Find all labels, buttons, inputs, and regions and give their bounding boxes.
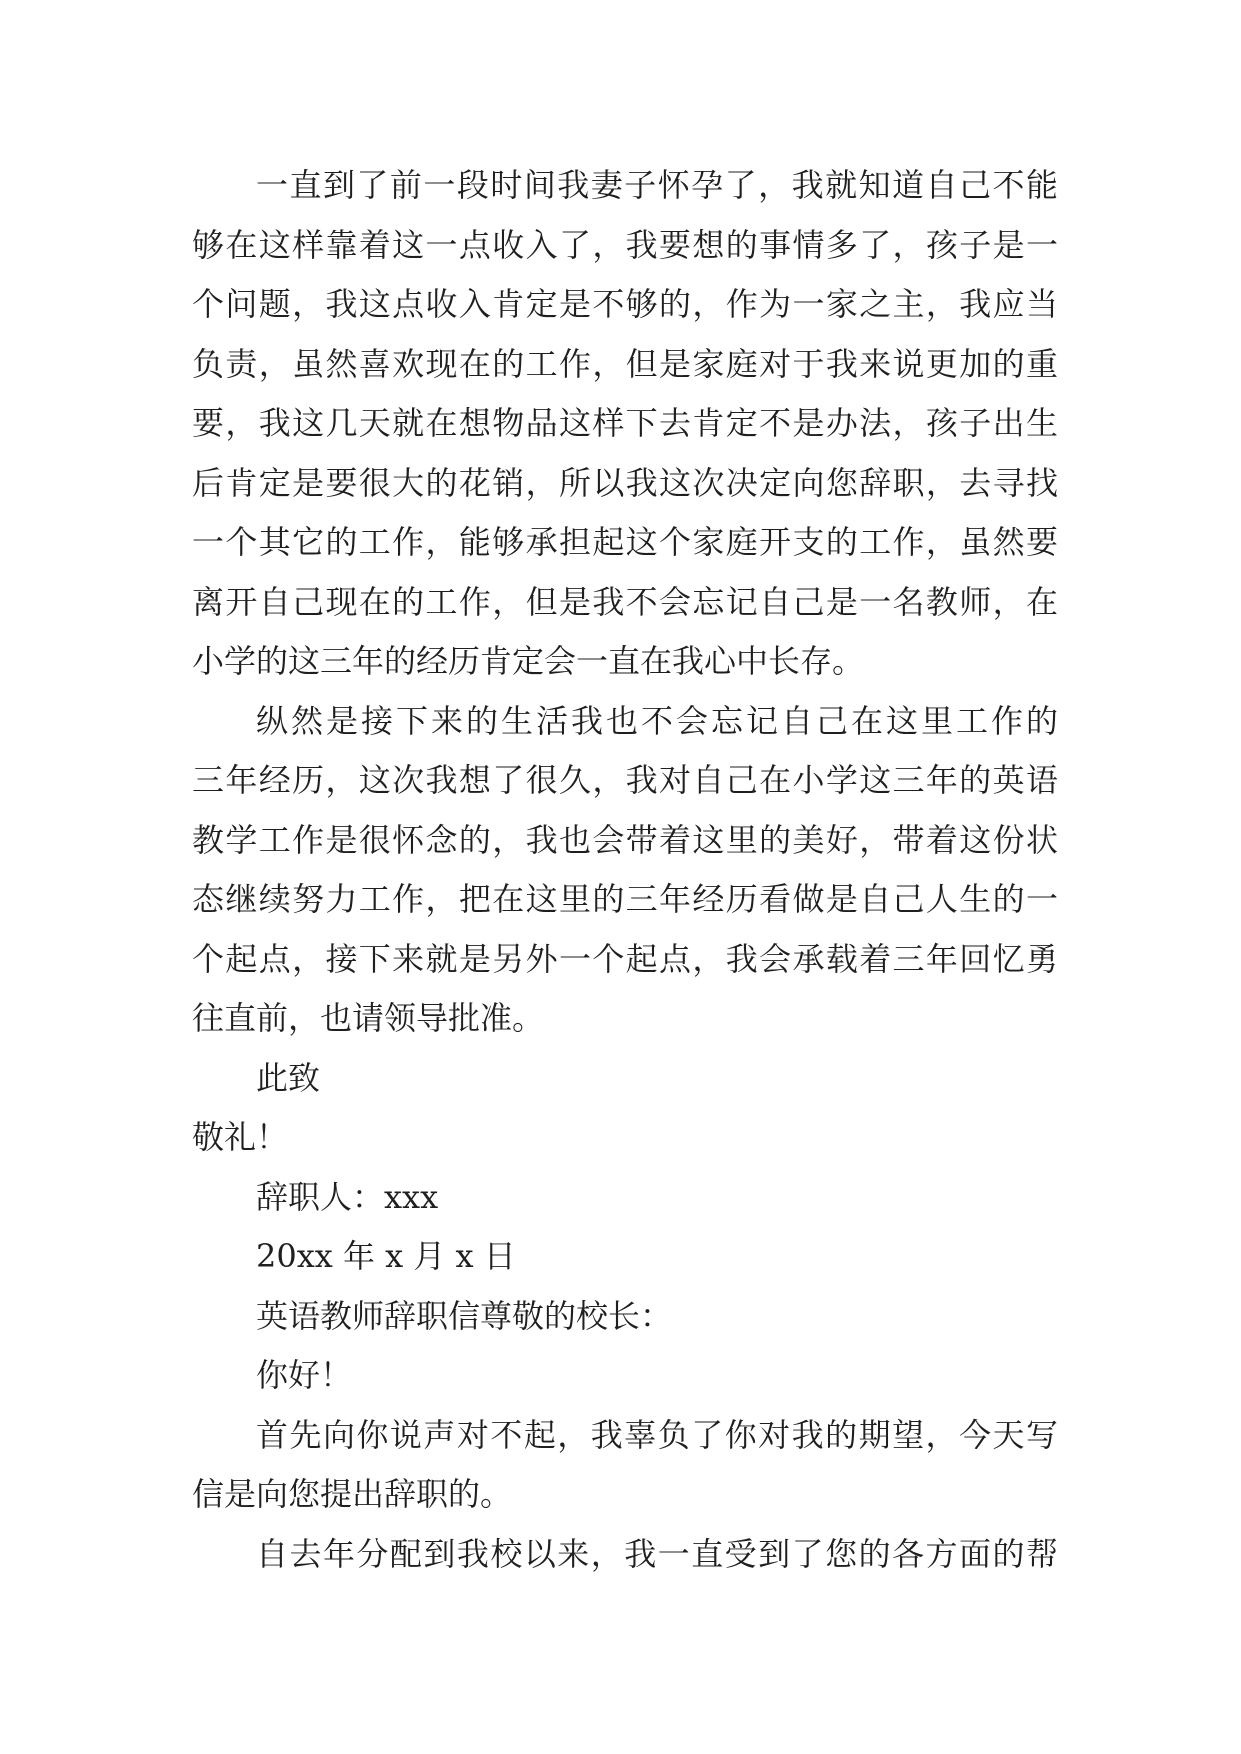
paragraph-line: 小学的这三年的经历肯定会一直在我心中长存。 <box>192 642 865 680</box>
paragraph-line: 三年经历，这次我想了很久，我对自己在小学这三年的英语 <box>192 761 1058 799</box>
paragraph-line: 一直到了前一段时间我妻子怀孕了，我就知道自己不能 <box>256 166 1058 204</box>
date-line: 20xx 年 x 月 x 日 <box>256 1237 516 1275</box>
salutation-closing: 敬礼！ <box>192 1118 289 1156</box>
letter-body <box>192 156 1058 1584</box>
paragraph-line: 自去年分配到我校以来，我一直受到了您的各方面的帮 <box>256 1534 1058 1573</box>
paragraph-line: 要，我这几天就在想物品这样下去肯定不是办法，孩子出生 <box>192 404 1058 442</box>
paragraph-line: 后肯定是要很大的花销，所以我这次决定向您辞职，去寻找 <box>192 463 1058 502</box>
paragraph-line: 往直前，也请领导批准。 <box>192 999 545 1037</box>
paragraph-line: 负责，虽然喜欢现在的工作，但是家庭对于我来说更加的重 <box>192 344 1058 383</box>
greeting: 你好！ <box>256 1356 353 1394</box>
closing-phrase: 此致 <box>256 1058 321 1097</box>
paragraph-line: 态继续努力工作，把在这里的三年经历看做是自己人生的一 <box>192 880 1058 918</box>
paragraph-line: 个起点，接下来就是另外一个起点，我会承载着三年回忆勇 <box>192 939 1058 978</box>
signature-line: 辞职人：xxx <box>256 1177 439 1216</box>
paragraph-line: 一个其它的工作，能够承担起这个家庭开支的工作，虽然要 <box>192 523 1058 561</box>
paragraph-line: 纵然是接下来的生活我也不会忘记自己在这里工作的 <box>256 701 1058 740</box>
paragraph-line: 个问题，我这点收入肯定是不够的，作为一家之主，我应当 <box>192 285 1058 323</box>
letter-heading: 英语教师辞职信尊敬的校长： <box>256 1296 673 1335</box>
paragraph-line: 信是向您提出辞职的。 <box>192 1475 513 1513</box>
paragraph-line: 离开自己现在的工作，但是我不会忘记自己是一名教师，在 <box>192 582 1058 621</box>
paragraph-line: 够在这样靠着这一点收入了，我要想的事情多了，孩子是一 <box>192 225 1058 264</box>
paragraph-line: 教学工作是很怀念的，我也会带着这里的美好，带着这份状 <box>192 820 1058 859</box>
paragraph-line: 首先向你说声对不起，我辜负了你对我的期望，今天写 <box>256 1415 1058 1454</box>
